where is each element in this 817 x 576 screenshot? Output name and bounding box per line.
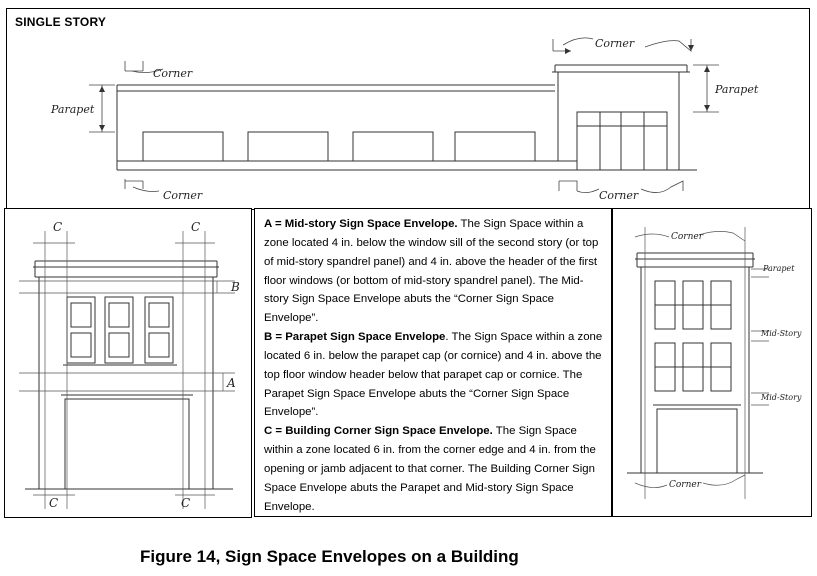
- mid-story-label-2: Mid-Story: [761, 393, 802, 402]
- storefront-window: [248, 132, 328, 161]
- mid-story-label-1: Mid-Story: [761, 329, 802, 338]
- c-label-bottom-left: C: [49, 496, 59, 510]
- definition-c-text: The Sign Space within a zone located 6 in. from the corner edge and 4 in. from the opening or jamb adjacent to that corner. The Building Corner Sign Space Envelope abuts the Parapet and Mid-story Sign Space Envelope.: [264, 425, 596, 513]
- three-story-elevation-panel: [612, 208, 812, 517]
- two-story-elevation-panel: [4, 208, 252, 518]
- corner-bracket-right-top: [553, 39, 571, 51]
- parapet-label-right: Parapet: [715, 83, 759, 96]
- definition-b-term: B = Parapet Sign Space Envelope: [264, 331, 446, 344]
- storefront-window: [143, 132, 223, 161]
- definition-a-text: The Sign Space within a zone located 4 in. below the window sill of the second story (or top of mid-story spandrel panel) and 4 in. above the header of the first floor windows (or bottom of mid-story spandrel panel). The Mid-story Sign Space Envelope abuts the “Corner Sign Space Envelope”.: [264, 218, 599, 325]
- figure-caption: Figure 14, Sign Space Envelopes on a Building: [140, 547, 519, 566]
- definition-a: [264, 215, 604, 328]
- corner-bracket-right-bottom: [559, 181, 577, 191]
- definition-b: [264, 328, 604, 422]
- corner-label-left-bottom: Corner: [163, 189, 203, 202]
- c-label-bottom-right: C: [181, 496, 191, 510]
- definition-a-term: A = Mid-story Sign Space Envelope.: [264, 218, 458, 230]
- three-story-elevation-drawing: [613, 209, 813, 518]
- b-label: B: [231, 280, 240, 294]
- corner-label-right-top: Corner: [595, 37, 635, 50]
- corner-bracket-left-top: [125, 61, 143, 71]
- corner-label-left-top: Corner: [153, 67, 193, 80]
- storefront-window: [353, 132, 433, 161]
- corner-label-top: Corner: [671, 232, 704, 242]
- single-story-title: SINGLE STORY: [15, 15, 107, 29]
- parapet-label-left: Parapet: [51, 103, 95, 116]
- definition-c-term: C = Building Corner Sign Space Envelope.: [264, 425, 493, 438]
- definitions-text: [264, 215, 604, 517]
- corner-label-bottom: Corner: [669, 480, 702, 490]
- parapet-label: Parapet: [763, 264, 795, 273]
- c-label-top-right: C: [191, 220, 201, 234]
- corner-label-right-bottom: Corner: [599, 189, 639, 202]
- single-story-elevation-panel: [6, 8, 810, 210]
- two-story-elevation-drawing: [5, 209, 253, 519]
- ground-floor-opening: [657, 409, 737, 473]
- storefront-window: [455, 132, 535, 161]
- definition-b-text: . The Sign Space within a zone located 6 in. below the parapet cap (or cornice) and 4 in. above the top floor window header below that parapet cap or cornice. The Parapet Sign Space Envelope abuts the “Corner Sign Space Envelope”.: [264, 331, 603, 419]
- ground-floor-opening: [65, 399, 189, 489]
- definition-c: [264, 422, 604, 516]
- c-label-top-left: C: [53, 220, 63, 234]
- a-label: A: [227, 376, 236, 390]
- definitions-panel: [254, 208, 612, 517]
- entrance-glazing: [577, 112, 667, 170]
- single-story-elevation-drawing: [7, 9, 811, 211]
